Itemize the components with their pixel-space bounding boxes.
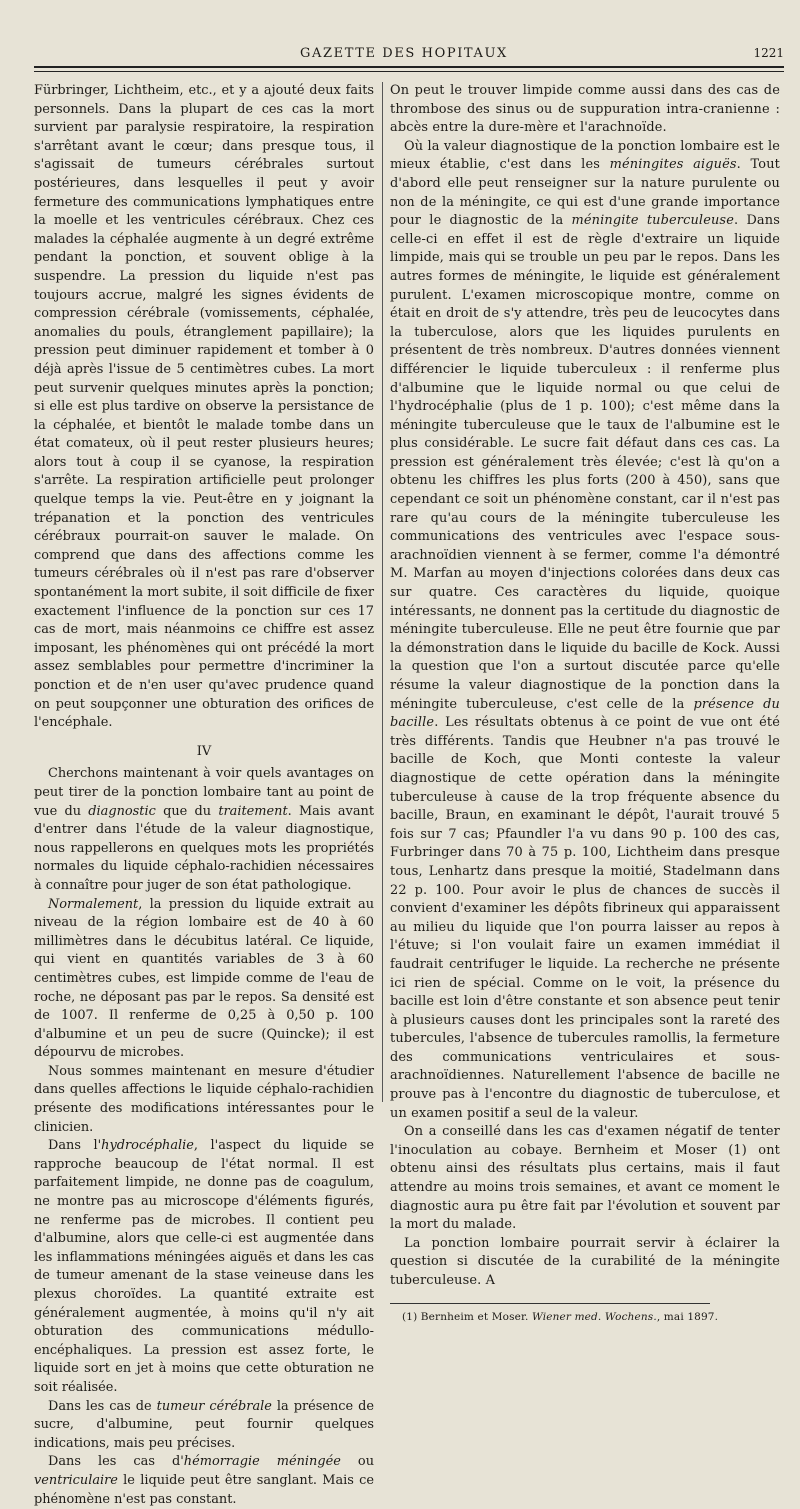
paragraph: Dans les cas d'hémorragie méningée ou ventriculaire le liquide peut être sanglant. Mais ce phénomène n'est pas constant. (34, 1454, 374, 1507)
paragraph: Cherchons maintenant à voir quels avantages on peut tirer de la ponction lombaire tant au point de vue du diagnostic que du traitement. Mais avant d'entrer dans l'étude de la valeur diagnostique, nous rappellerons en quelques mots les propriétés normales du liquide céphalo-rachidien nécessaires à connaître pour juger de son état pathologique. (34, 766, 374, 893)
paragraph: Fürbringer, Lichtheim, etc., et y a ajouté deux faits personnels. Dans la plupart de ces cas la mort survient par paralysie respiratoire, la respiration s'arrêtant avant le cœur; dans presque tous, il s'agissait de tumeurs cérébrales surtout postérieures, dans lesquelles il peut y avoir fermeture des communications lymphatiques entre la moelle et les ventricules cérébraux. Chez ces malades la céphalée augmente à un degré extrême pendant la ponction, et souvent oblige à la suspendre. La pression du liquide n'est pas toujours accrue, malgré les signes évidents de compression cérébrale (vomissements, céphalée, anomalies du pouls, étranglement papillaire); la pression peut diminuer rapidement et tomber à 0 déjà après l'issue de 5 centimètres cubes. La mort peut survenir quelques minutes après la ponction; si elle est plus tardive on observe la persistance de la céphalée, et bientôt le malade tombe dans un état comateux, où il peut rester plusieurs heures; alors tout à coup il se cyanose, la respiration s'arrête. La respiration artificielle peut prolonger quelque temps la vie. Peut-être en y joignant la trépanation et la ponction des ventricules cérébraux pourrait-on sauver le malade. On comprend que dans des affections comme les tumeurs cérébrales où il n'est pas rare d'observer spontanément la mort subite, il soit difficile de fixer exactement l'influence de la ponction sur ces 17 cas de mort, mais néanmoins ce chiffre est assez imposant, les phénomènes qui ont précédé la mort assez semblables pour permettre d'incriminer la ponction et de n'en user qu'avec prudence quand on peut soupçonner une obturation des orifices de l'encéphale. (34, 83, 374, 731)
section-heading: IV (196, 743, 212, 759)
paragraph: On a conseillé dans les cas d'examen négatif de tenter l'inoculation au cobaye. Bernheim et Moser (1) ont obtenu ainsi des résultats plus certains, mais il faut attendre au moins trois semaines, et avant ce moment le diagnostic aura pu être fait par l'évolution et souvent par la mort du malade. (390, 1124, 780, 1233)
header-rule-thin (34, 71, 784, 72)
paragraph: Où la valeur diagnostique de la ponction lombaire est le mieux établie, c'est dans les méningites aiguës. Tout d'abord elle peut renseigner sur la nature purulente ou non de la méningite, ce qui est d'une grande importance pour le diagnostic de la méningite tuberculeuse. Dans celle-ci en effet il est de règle d'extraire un liquide limpide, mais qui se trouble un peu par le repos. Dans les autres formes de méningite, le liquide est généralement purulent. L'examen microscopique montre, comme on était en droit de s'y attendre, très peu de leucocytes dans la tuberculose, alors que les liquides purulents en présentent de très nombreux. D'autres données viennent différencier le liquide tuberculeux : il renferme plus d'albumine que le liquide normal ou que celui de l'hydrocéphalie (plus de 1 p. 100); c'est même dans la méningite tuberculeuse que le taux de l'albumine est le plus considérable. Le sucre fait défaut dans ces cas. La pression est généralement très élevée; c'est là qu'on a obtenu les chiffres les plus forts (200 à 450), sans que cependant ce soit un phénomène constant, car il n'est pas rare qu'au cours de la méningite tuberculeuse les communications des ventricules avec l'espace sous-arachnoïdien viennent à se fermer, comme l'a démontré M. Marfan au moyen d'injections colorées dans deux cas sur quatre. Ces caractères du liquide, quoique intéressants, ne donnent pas la certitude du diagnostic de méningite tuberculeuse. Elle ne peut être fournie que par la démonstration dans le liquide du bacille de Kock. Aussi la question que l'on a surtout discutée parce qu'elle résume la valeur diagnostique de la ponction dans la méningite tuberculeuse, c'est celle de la présence du bacille. Les résultats obtenus à ce point de vue ont été très différents. Tandis que Heubner n'a pas trouvé le bacille de Koch, que Monti conteste la valeur diagnostique de cette opération dans la méningite tuberculeuse à cause de la trop fréquente absence du bacille, Braun, en examinant le dépôt, l'aurait trouvé 5 fois sur 7 cas; Pfaundler l'a vu dans 90 p. 100 des cas, Furbringer dans 70 à 75 p. 100, Lichtheim dans presque tous, Lenhartz dans presque la moitié, Stadelmann dans 22 p. 100. Pour avoir le plus de chances de succès il convient d'examiner les dépôts fibrineux qui apparaissent au milieu du liquide que l'on pourra laisser au repos à l'étuve; si l'on voulait faire un examen immédiat il faudrait centrifuger le liquide. La recherche ne présente ici rien de spécial. Comme on le voit, la présence du bacille est loin d'être constante et son absence peut tenir à plusieurs causes dont les principales sont la rareté des tubercules, l'absence de tubercules ramollis, la fermeture des communications ventriculaires et sous-arachnoïdiennes. Naturellement l'absence de bacille ne prouve pas à l'encontre du diagnostic de tuberculose, et un examen positif a seul de la valeur. (390, 138, 781, 1121)
paragraph: Normalement, la pression du liquide extrait au niveau de la région lombaire est de 40 à 60 millimètres dans le décubitus latéral. Ce liquide, qui vient en quantités variables de 3 à 60 centimètres cubes, est limpide comme de l'eau de roche, ne déposant pas par le repos. Sa densité est de 1007. Il renferme de 0,25 à 0,50 p. 100 d'albumine et un peu de sucre (Quincke); il est dépourvu de microbes. (34, 896, 374, 1061)
paragraph: Nous sommes maintenant en mesure d'étudier dans quelles affections le liquide céphalo-rachidien présente des modifications intéressantes pour le clinicien. (34, 1063, 374, 1135)
paragraph: La ponction lombaire pourrait servir à éclairer la question si discutée de la curabilité de la méningite tuberculeuse. A (390, 1235, 780, 1288)
page-header (0, 46, 800, 66)
journal-title: GAZETTE DES HOPITAUX (300, 46, 508, 61)
paragraph: Dans les cas de tumeur cérébrale la présence de sucre, d'albumine, peut fournir quelques indications, mais peu précises. (34, 1398, 374, 1451)
left-column (34, 82, 374, 1509)
footnote-rule (390, 1303, 710, 1304)
footnote: (1) Bernheim et Moser. Wiener med. Wochens., mai 1897. (402, 1310, 719, 1323)
page-number: 1221 (753, 46, 784, 60)
column-divider (382, 82, 383, 1102)
paragraph: On peut le trouver limpide comme aussi dans des cas de thrombose des sinus ou de suppuration intra-cranienne : abcès entre la dure-mère et l'arachnoïde. (390, 83, 780, 136)
header-rule-thick (34, 66, 784, 68)
paragraph: Dans l'hydrocéphalie, l'aspect du liquide se rapproche beaucoup de l'état normal. Il est parfaitement limpide, ne donne pas de coagulum, ne montre pas au microscope d'éléments figurés, ne renferme pas de microbes. Il contient peu d'albumine, alors que celle-ci est augmentée dans les inflammations méningées aiguës et dans les cas de tumeur amenant de la stase veineuse dans les plexus choroïdes. La quantité extraite est généralement augmentée, à moins qu'il n'y ait obturation des communications médullo-encéphaliques. La pression est assez forte, le liquide sort en jet à moins que cette obturation ne soit réalisée. (34, 1138, 375, 1395)
right-column (390, 82, 780, 1324)
